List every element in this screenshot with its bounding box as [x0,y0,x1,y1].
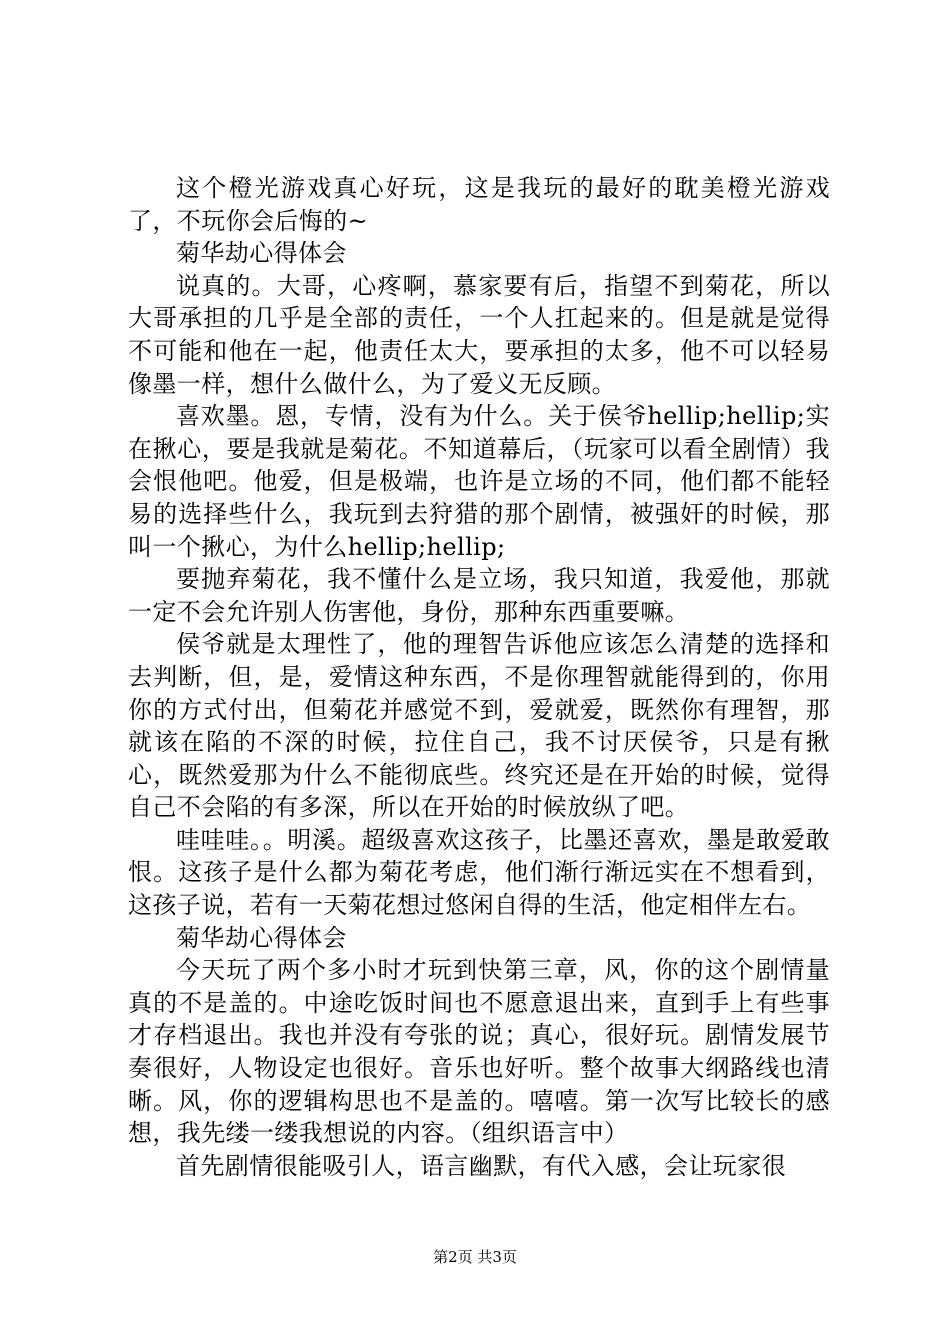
paragraph: 喜欢墨。恩，专情，没有为什么。关于侯爷hellip;hellip;实在揪心，要是我就是菊花。不知道幕后，（玩家可以看全剧情）我会恨他吧。他爱，但是极端，也许是立场的不同，他们都不能轻易的选择些什么，我玩到去狩猎的那个剧情，被强奸的时候，那叫一个揪心，为什么hellip;hellip; [128,402,830,561]
page-number-footer: 第2页 共3页 [433,1248,517,1266]
section-heading: 菊华劫心得体会 [176,239,347,268]
document-body [128,172,830,1182]
paragraph: 要抛弃菊花，我不懂什么是立场，我只知道，我爱他，那就一定不会允许别人伤害他，身份，那种东西重要嘛。 [128,565,830,626]
paragraph: 首先剧情很能吸引人，语言幽默，有代入感，会让玩家很 [176,1151,786,1180]
paragraph: 侯爷就是太理性了，他的理智告诉他应该怎么清楚的选择和去判断，但，是，爱情这种东西，不是你理智就能得到的，你用你的方式付出，但菊花并感觉不到，爱就爱，既然你有理智，那就该在陷的不深的时候，拉住自己，我不讨厌侯爷，只是有揪心，既然爱那为什么不能彻底些。终究还是在开始的时候，觉得自己不会陷的有多深，所以在开始的时候放纵了吧。 [128,630,830,822]
paragraph: 哇哇哇。。明溪。超级喜欢这孩子，比墨还喜欢，墨是敢爱敢恨。这孩子是什么都为菊花考虑，他们渐行渐远实在不想看到，这孩子说，若有一天菊花想过悠闲自得的生活，他定相伴左右。 [128,825,830,920]
paragraph-intro: 这个橙光游戏真心好玩，这是我玩的最好的耽美橙光游戏了，不玩你会后悔的~ [128,174,830,235]
paragraph: 说真的。大哥，心疼啊，慕家要有后，指望不到菊花，所以大哥承担的几乎是全部的责任，一个人扛起来的。但是就是觉得不可能和他在一起，他责任太大，要承担的太多，他不可以轻易像墨一样，想什么做什么，为了爱义无反顾。 [128,271,830,398]
paragraph: 今天玩了两个多小时才玩到快第三章，风，你的这个剧情量真的不是盖的。中途吃饭时间也不愿意退出来，直到手上有些事才存档退出。我也并没有夸张的说；真心，很好玩。剧情发展节奏很好，人物设定也很好。音乐也好听。整个故事大纲路线也清晰。风，你的逻辑构思也不是盖的。嘻嘻。第一次写比较长的感想，我先缕一缕我想说的内容。（组织语言中） [128,956,830,1148]
section-heading: 菊华劫心得体会 [176,923,347,952]
